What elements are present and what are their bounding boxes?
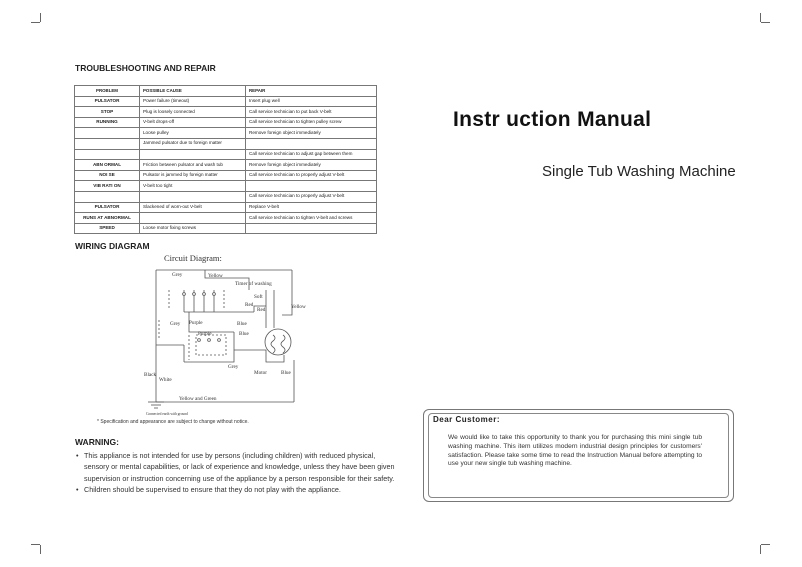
cause-cell: Loose pulley bbox=[140, 128, 246, 139]
repair-cell bbox=[246, 138, 377, 149]
problem-cell: PULSATOR bbox=[75, 202, 140, 213]
cause-cell: Loose motor fixing screws bbox=[140, 223, 246, 234]
cause-cell: Jammed pulsator due to foreign matter bbox=[140, 138, 246, 149]
table-row bbox=[75, 213, 377, 224]
label-yellow-right: Yellow bbox=[291, 304, 306, 310]
problem-cell: NOI SE bbox=[75, 170, 140, 181]
crop-mark bbox=[760, 13, 761, 22]
cause-cell bbox=[140, 149, 246, 160]
cause-cell: V-belt drops-off bbox=[140, 117, 246, 128]
table-row bbox=[75, 128, 377, 139]
cause-cell: Friction between pulsator and wash tub bbox=[140, 160, 246, 171]
table-row bbox=[75, 117, 377, 128]
circuit-diagram-title: Circuit Diagram: bbox=[164, 253, 222, 263]
label-purple-1: Purple bbox=[189, 320, 203, 326]
repair-cell: Call service technician to tighten V-belt and screws bbox=[246, 213, 377, 224]
warning-title: WARNING: bbox=[75, 437, 119, 447]
table-row bbox=[75, 181, 377, 192]
circuit-labels bbox=[144, 272, 306, 416]
cause-cell: V-belt too tight bbox=[140, 181, 246, 192]
problem-cell: SPEED bbox=[75, 223, 140, 234]
warning-item: • Children should be supervised to ensure that they do not play with the appliance. bbox=[76, 484, 396, 495]
label-timer: Timer of washing bbox=[235, 281, 272, 287]
table-row bbox=[75, 202, 377, 213]
cause-cell bbox=[140, 191, 246, 202]
warning-item: • This appliance is not intended for use by persons (including children) with reduced physical, sensory or mental capabilities, or lack of experience and knowledge, unless they have been given supervision or instruction concerning use of the appliance by a person responsible for their safety. bbox=[76, 450, 396, 484]
label-grey-bottom: Grey bbox=[228, 364, 239, 370]
label-purple-2: Purple bbox=[198, 331, 212, 337]
repair-cell: Call service technician to tighten pulley screw bbox=[246, 117, 377, 128]
cause-cell bbox=[140, 213, 246, 224]
problem-cell: RUNS AT ABNORMAL bbox=[75, 213, 140, 224]
label-red-1: Red bbox=[245, 302, 254, 308]
circuit-diagram bbox=[134, 250, 319, 420]
dear-customer-text: We would like to take this opportunity to thank you for purchasing this mini single tub washing machine. This item utilizes modern industrial design principles for customers' satisfaction. Please take some time to read the Instruction Manual before attempting to use your new single tub washing machine. bbox=[448, 434, 702, 468]
problem-cell: VIB RATI ON bbox=[75, 181, 140, 192]
manual-title: Instr uction Manual bbox=[453, 108, 652, 131]
problem-cell: RUNNING bbox=[75, 117, 140, 128]
column-header-repair: REPAIR bbox=[246, 86, 377, 97]
table-row bbox=[75, 138, 377, 149]
repair-cell: Call service technician to adjust gap between them bbox=[246, 149, 377, 160]
crop-mark bbox=[40, 545, 41, 554]
table-row bbox=[75, 170, 377, 181]
label-ground: Connected earth with ground bbox=[146, 412, 188, 416]
troubleshooting-title: TROUBLESHOOTING AND REPAIR bbox=[75, 63, 216, 73]
label-blue-2: Blue bbox=[239, 331, 249, 337]
crop-mark bbox=[40, 13, 41, 22]
table-row bbox=[75, 107, 377, 118]
cause-cell: Plug is loosely connected bbox=[140, 107, 246, 118]
column-header-cause: POSSIBLE CAUSE bbox=[140, 86, 246, 97]
label-grey-top: Grey bbox=[172, 272, 183, 278]
troubleshooting-table bbox=[74, 85, 377, 234]
crop-mark bbox=[31, 544, 40, 545]
label-white: White bbox=[159, 377, 172, 383]
table-row bbox=[75, 160, 377, 171]
problem-cell bbox=[75, 191, 140, 202]
repair-cell: Remove foreign object immediately bbox=[246, 128, 377, 139]
problem-cell bbox=[75, 138, 140, 149]
problem-cell: ABN ORMAL bbox=[75, 160, 140, 171]
crop-mark bbox=[761, 544, 770, 545]
repair-cell: Insert plug well bbox=[246, 96, 377, 107]
repair-cell bbox=[246, 181, 377, 192]
crop-mark bbox=[761, 22, 770, 23]
cause-cell: Power failure (timeout) bbox=[140, 96, 246, 107]
problem-cell: STOP bbox=[75, 107, 140, 118]
dear-customer-title: Dear Customer: bbox=[433, 415, 501, 424]
wiring-diagram-title: WIRING DIAGRAM bbox=[75, 241, 150, 251]
label-black: Black bbox=[144, 372, 157, 378]
table-row bbox=[75, 96, 377, 107]
table-row bbox=[75, 149, 377, 160]
table-header-row bbox=[75, 86, 377, 97]
spec-note: * Specification and appearance are subject to change without notice. bbox=[97, 419, 249, 425]
dear-customer-box bbox=[423, 409, 734, 502]
label-yellow-top: Yellow bbox=[208, 273, 223, 279]
label-grey-mid: Grey bbox=[170, 321, 181, 327]
crop-mark bbox=[760, 545, 761, 554]
problem-cell: PULSATOR bbox=[75, 96, 140, 107]
problem-cell bbox=[75, 128, 140, 139]
label-red-2: Red bbox=[257, 307, 266, 313]
table-row bbox=[75, 223, 377, 234]
repair-cell: Call service technician to properly adjust V-belt bbox=[246, 191, 377, 202]
repair-cell: Remove foreign object immediately bbox=[246, 160, 377, 171]
warning-list bbox=[76, 450, 396, 495]
crop-mark bbox=[31, 22, 40, 23]
repair-cell: Replace V-belt bbox=[246, 202, 377, 213]
manual-subtitle: Single Tub Washing Machine bbox=[542, 163, 736, 180]
motor-symbol bbox=[265, 329, 291, 355]
repair-cell: Call service technician to put back V-belt bbox=[246, 107, 377, 118]
problem-cell bbox=[75, 149, 140, 160]
column-header-problem: PROBLEM bbox=[75, 86, 140, 97]
label-blue-1: Blue bbox=[237, 321, 247, 327]
label-motor: Motor bbox=[254, 370, 267, 376]
cause-cell: Slackened of worn-out V-belt bbox=[140, 202, 246, 213]
cause-cell: Pulsator is jammed by foreign matter bbox=[140, 170, 246, 181]
circuit-wires bbox=[156, 270, 294, 402]
ground-symbol bbox=[148, 402, 164, 408]
repair-cell bbox=[246, 223, 377, 234]
label-soft: Soft bbox=[254, 294, 263, 300]
label-yellow-green: Yellow and Green bbox=[179, 396, 217, 402]
repair-cell: Call service technician to properly adjust V-belt bbox=[246, 170, 377, 181]
table-row bbox=[75, 191, 377, 202]
label-blue-3: Blue bbox=[281, 370, 291, 376]
